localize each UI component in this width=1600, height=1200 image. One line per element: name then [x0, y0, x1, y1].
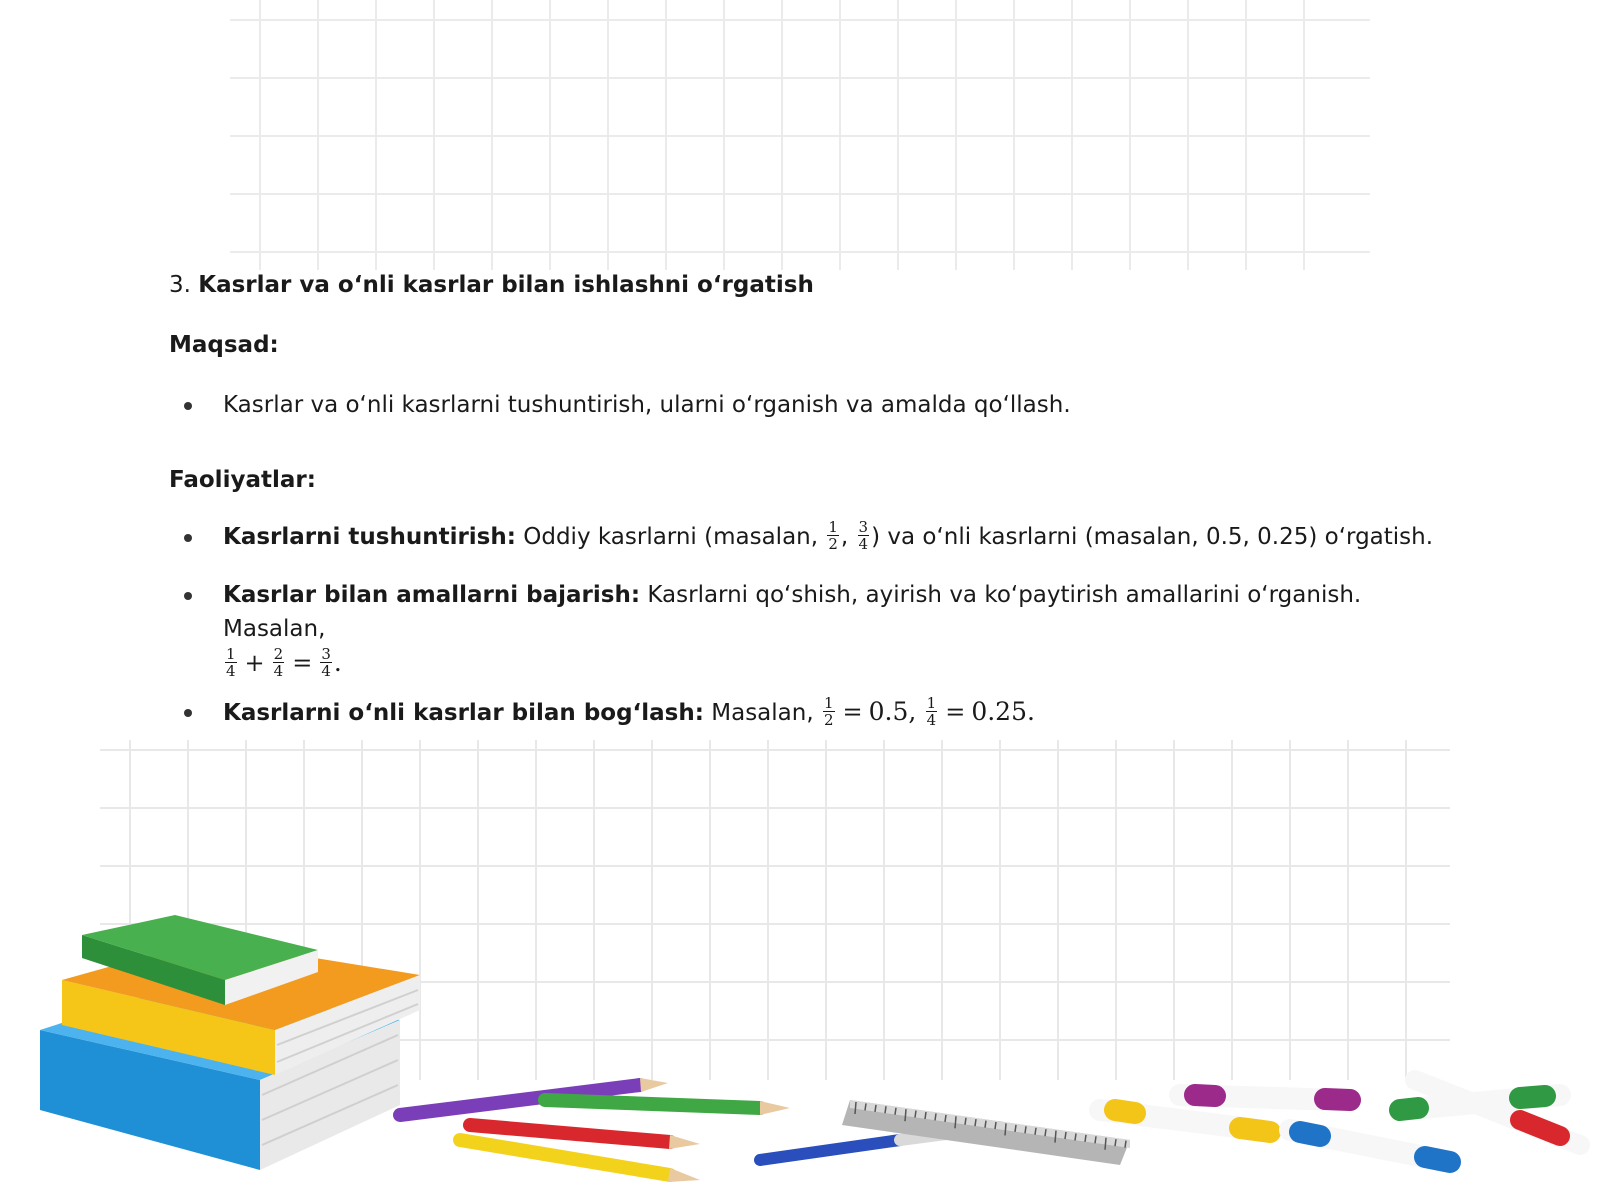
activities-list: [169, 520, 1469, 754]
grid-line: [1045, 1129, 1046, 1136]
numerator: 1: [828, 518, 838, 536]
graph-paper-grid-top: [230, 0, 1370, 270]
fraction: [926, 695, 938, 728]
goal-list: [169, 388, 1469, 422]
list-item: [169, 578, 1469, 681]
equals-sign: =: [945, 698, 966, 726]
activity-text: Oddiy kasrlarni (masalan,: [523, 524, 819, 550]
grid-line: [1065, 1132, 1066, 1139]
grid-line: [975, 1119, 976, 1126]
fraction: [225, 646, 237, 679]
grid-line: [1015, 1125, 1016, 1132]
grid-line: [915, 1111, 916, 1118]
grid-line: [905, 1109, 906, 1121]
grid-line: [1105, 1138, 1106, 1150]
decimal-value: 0.5,: [868, 697, 917, 726]
numerator: 3: [858, 518, 869, 536]
section-number: 3.: [169, 272, 191, 298]
grid-line: [945, 1115, 946, 1122]
denominator: 4: [858, 535, 869, 553]
fraction: [273, 646, 285, 679]
numerator: 1: [926, 694, 937, 712]
grid-line: [1125, 1141, 1126, 1148]
equals-sign: =: [292, 649, 313, 677]
numerator: 1: [226, 645, 236, 663]
ruler-icon: [842, 1100, 1130, 1165]
fraction: [320, 646, 332, 679]
goal-label: Maqsad:: [169, 332, 279, 358]
period: .: [333, 648, 342, 677]
grid-line: [1035, 1128, 1036, 1135]
grid-line: [1025, 1126, 1026, 1133]
colored-pencils-icon: [400, 1078, 790, 1182]
denominator: 2: [828, 535, 838, 553]
denominator: 2: [823, 711, 834, 729]
grid-line: [885, 1106, 886, 1113]
bullet-icon: [184, 402, 192, 410]
grid-line: [1075, 1133, 1076, 1140]
bullet-icon: [184, 709, 192, 717]
grid-line: [985, 1121, 986, 1128]
grid-line: [895, 1108, 896, 1115]
denominator: 4: [226, 662, 236, 680]
plus-sign: +: [244, 649, 265, 677]
separator: ,: [840, 524, 849, 550]
activities-label: Faoliyatlar:: [169, 467, 316, 493]
activity-title: Kasrlar bilan amallarni bajarish:: [223, 582, 641, 608]
equals-sign: =: [842, 698, 863, 726]
grid-line: [1115, 1139, 1116, 1146]
activity-text: Kasrlarni qo‘shish, ayirish va ko‘paytirish amallarini o‘rganish. Masalan,: [223, 582, 1362, 642]
grid-line: [875, 1105, 876, 1112]
numerator: 1: [823, 694, 834, 712]
fraction: [858, 519, 870, 552]
bullet-icon: [184, 592, 192, 600]
grid-line: [935, 1113, 936, 1120]
activity-title: Kasrlarni o‘nli kasrlar bilan bog‘lash:: [223, 700, 704, 726]
denominator: 4: [273, 662, 284, 680]
grid-line: [1005, 1123, 1006, 1135]
list-item: [169, 695, 1469, 730]
activity-text: Masalan,: [711, 700, 814, 726]
grid-line: [1055, 1131, 1056, 1143]
list-item: [169, 388, 1469, 422]
fraction: [823, 695, 835, 728]
activity-text-end: ) va o‘nli kasrlarni (masalan, 0.5, 0.25) o‘rgatish.: [871, 524, 1434, 550]
grid-line: [1095, 1136, 1096, 1143]
list-item: [169, 520, 1469, 554]
markers-icon: [1100, 1080, 1580, 1162]
numerator: 3: [321, 645, 331, 663]
goal-item-text: Kasrlar va o‘nli kasrlarni tushuntirish, ularni o‘rganish va amalda qo‘llash.: [223, 392, 1071, 418]
fraction: [827, 519, 839, 552]
section-heading: [169, 268, 1469, 302]
grid-line: [855, 1102, 856, 1114]
grid-line: [965, 1118, 966, 1125]
grid-line: [995, 1122, 996, 1129]
denominator: 4: [321, 662, 331, 680]
bullet-icon: [184, 534, 192, 542]
denominator: 4: [926, 711, 937, 729]
decimal-value: 0.25.: [971, 697, 1035, 726]
numerator: 2: [273, 645, 284, 663]
section-title: Kasrlar va o‘nli kasrlar bilan ishlashni o‘rgatish: [198, 272, 814, 298]
activity-title: Kasrlarni tushuntirish:: [223, 524, 516, 550]
grid-line: [865, 1103, 866, 1110]
grid-line: [955, 1116, 956, 1128]
grid-line: [1085, 1135, 1086, 1142]
grid-line: [925, 1112, 926, 1119]
document-content: [169, 268, 1469, 729]
